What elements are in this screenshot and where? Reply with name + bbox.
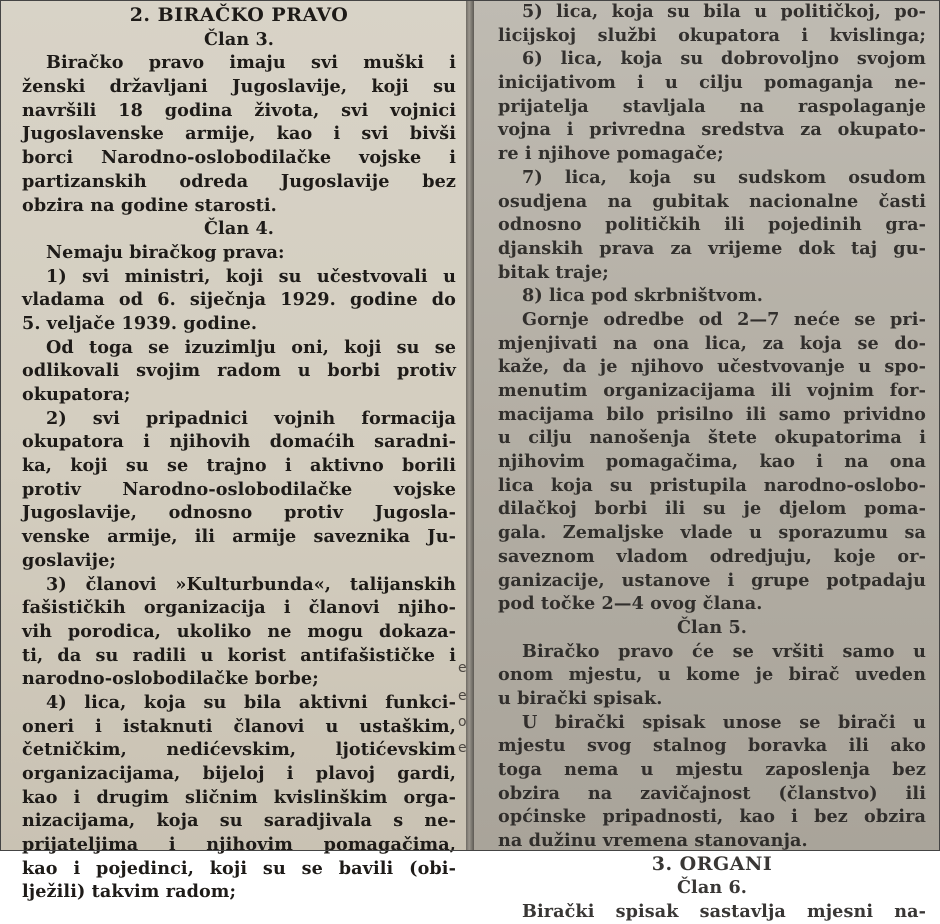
text-line: gala. Zemaljske vlade u sporazumu sa (498, 522, 926, 544)
text-line: borci Narodno-oslobodilačke vojske i (22, 147, 456, 169)
text-line: djanskih prava za vrijeme dok taj gu- (498, 237, 926, 259)
text-line: partizanskih odreda Jugoslavije bez (22, 170, 456, 192)
text-line: okupatora; (22, 384, 131, 405)
text-line: na dužinu vremena stanovanja. (498, 830, 808, 852)
text-line: prijateljima i njihovim pomagačima, (22, 834, 456, 856)
text-line: vojna i privredna sredstva za okupato- (498, 119, 926, 141)
text-line: Biračko pravo će se vršiti samo u (522, 640, 926, 662)
text-line: ka, koji su se trajno i aktivno borili (22, 455, 456, 477)
margin-mark: e (458, 688, 467, 704)
text-line: Jugoslavije, odnosno protiv Jugosla- (22, 502, 456, 524)
text-line: goslavije; (22, 549, 116, 571)
text-line: organizacijama, bijeloj i plavoj gardi, (22, 763, 456, 784)
text-line: 3. ORGANI (651, 852, 773, 875)
text-line: Jugoslavenske armije, kao i svi bivši (22, 123, 456, 145)
text-line: ti, da su radili u korist antifašističke i (22, 644, 456, 666)
text-line: 3) članovi »Kulturbunda«, talijanskih (46, 573, 456, 595)
text-line: Član 4. (203, 218, 275, 240)
text-line: četničkim, nedićevskim, ljotićevskim (22, 739, 456, 761)
text-line: dilačkoj borbi ili su je djelom poma- (498, 498, 926, 520)
left-column (0, 0, 466, 903)
text-line: narodno-oslobodilačke borbe; (22, 668, 319, 690)
text-line: odlikovali svojim radom u borbi protiv (22, 360, 456, 382)
text-line: licijskoj službi okupatora i kvislinga; (498, 24, 926, 46)
text-line: bitak traje; (498, 261, 609, 283)
text-line: Birački spisak sastavlja mjesni na- (522, 901, 926, 923)
margin-mark: o (458, 714, 467, 730)
text-line: kaže, da je njihovo učestvovanje u spo- (498, 356, 926, 378)
text-line: 7) lica, koja su sudskom osudom (522, 166, 926, 188)
text-line: 2) svi pripadnici vojnih formacija (46, 407, 456, 429)
text-line: u cilju nanošenja štete okupatorima i (498, 427, 926, 449)
text-line: kao i drugim sličnim kvislinškim orga- (22, 786, 456, 808)
text-line: općinske pripadnosti, kao i bez obzira (498, 806, 926, 828)
text-line: vih porodica, ukoliko ne mogu dokaza- (22, 620, 456, 642)
text-line: onom mjestu, u kome je birač uveden (498, 664, 926, 686)
text-line: 5. veljače 1939. godine. (22, 312, 258, 334)
text-line: lježili) takvim radom; (22, 881, 237, 903)
text-line: ganizacije, ustanove i grupe potpadaju (498, 569, 926, 591)
text-line: mjestu svog stalnog boravka ili ako (498, 735, 926, 757)
text-line: Član 3. (203, 28, 275, 50)
text-line: odnosno političkih ili pojedinih gra- (498, 214, 926, 236)
text-line: Nemaju biračkog prava: (46, 241, 285, 263)
text-line: Biračko pravo imaju svi muški i (46, 52, 456, 74)
column-divider (466, 0, 474, 851)
text-line: pod točke 2—4 ovog člana. (498, 593, 763, 615)
right-column (474, 0, 940, 923)
text-line: ženski državljani Jugoslavije, koji su (22, 76, 456, 98)
text-line: obzira na godine starosti. (22, 194, 277, 216)
text-line: 8) lica pod skrbništvom. (522, 285, 764, 307)
text-line: mjenjivati na ona lica, za koja se do- (498, 332, 926, 354)
text-line: navršili 18 godina života, svi vojnici (22, 99, 456, 121)
text-line: u birački spisak. (498, 687, 663, 709)
margin-mark: e (458, 660, 467, 676)
text-line: obzira na zavičajnost (članstvo) ili (498, 782, 926, 804)
text-line: 1) svi ministri, koji su učestvovali u (46, 265, 456, 287)
text-line: vladama od 6. siječnja 1929. godine do (22, 289, 456, 311)
text-line: 4) lica, koja su bila aktivni funkci- (46, 691, 456, 713)
text-line: saveznom vladom odredjuju, koje or- (498, 545, 926, 567)
text-line: inicijativom i u cilju pomaganja ne- (498, 72, 926, 94)
text-line: re i njihove pomagače; (498, 143, 724, 165)
text-line: menutim organizacijama ili vojnim for- (498, 380, 926, 401)
text-line: njihovim pomagačima, kao i na ona (498, 451, 926, 473)
text-line: venske armije, ili armije saveznika Ju- (22, 526, 456, 548)
text-line: macijama bilo prisilno ili samo prividno (498, 403, 926, 425)
text-line: osudjena na gubitak nacionalne časti (498, 190, 926, 212)
text-line: okupatora i njihovih domaćih saradni- (22, 431, 456, 453)
text-line: Gornje odredbe od 2—7 neće se pri- (522, 308, 926, 330)
text-line: Član 6. (676, 877, 748, 899)
text-line: fašističkih organizacija i članovi njiho- (22, 597, 456, 619)
text-line: nizacijama, koja su saradjivala s ne- (22, 810, 456, 832)
margin-mark: e (458, 740, 467, 756)
text-line: Od toga se izuzimlju oni, koji su se (46, 336, 456, 358)
text-line: protiv Narodno-oslobodilačke vojske (22, 478, 456, 500)
text-line: 2. BIRAČKO PRAVO (129, 4, 349, 26)
text-line: oneri i istaknuti članovi u ustaškim, (22, 715, 456, 737)
text-line: U birački spisak unose se birači u (522, 711, 926, 733)
text-line: kao i pojedinci, koji su se bavili (obi- (22, 857, 456, 879)
text-line: lica koja su pristupila narodno-oslobo- (498, 474, 926, 496)
text-line: Član 5. (676, 616, 748, 638)
text-line: toga nema u mjestu zaposlenja bez (498, 759, 926, 780)
text-line: prijatelja stavljala na raspolaganje (498, 95, 926, 117)
text-line: 6) lica, koja su dobrovoljno svojom (522, 48, 926, 70)
text-line: 5) lica, koja su bila u političkoj, po- (522, 1, 926, 22)
